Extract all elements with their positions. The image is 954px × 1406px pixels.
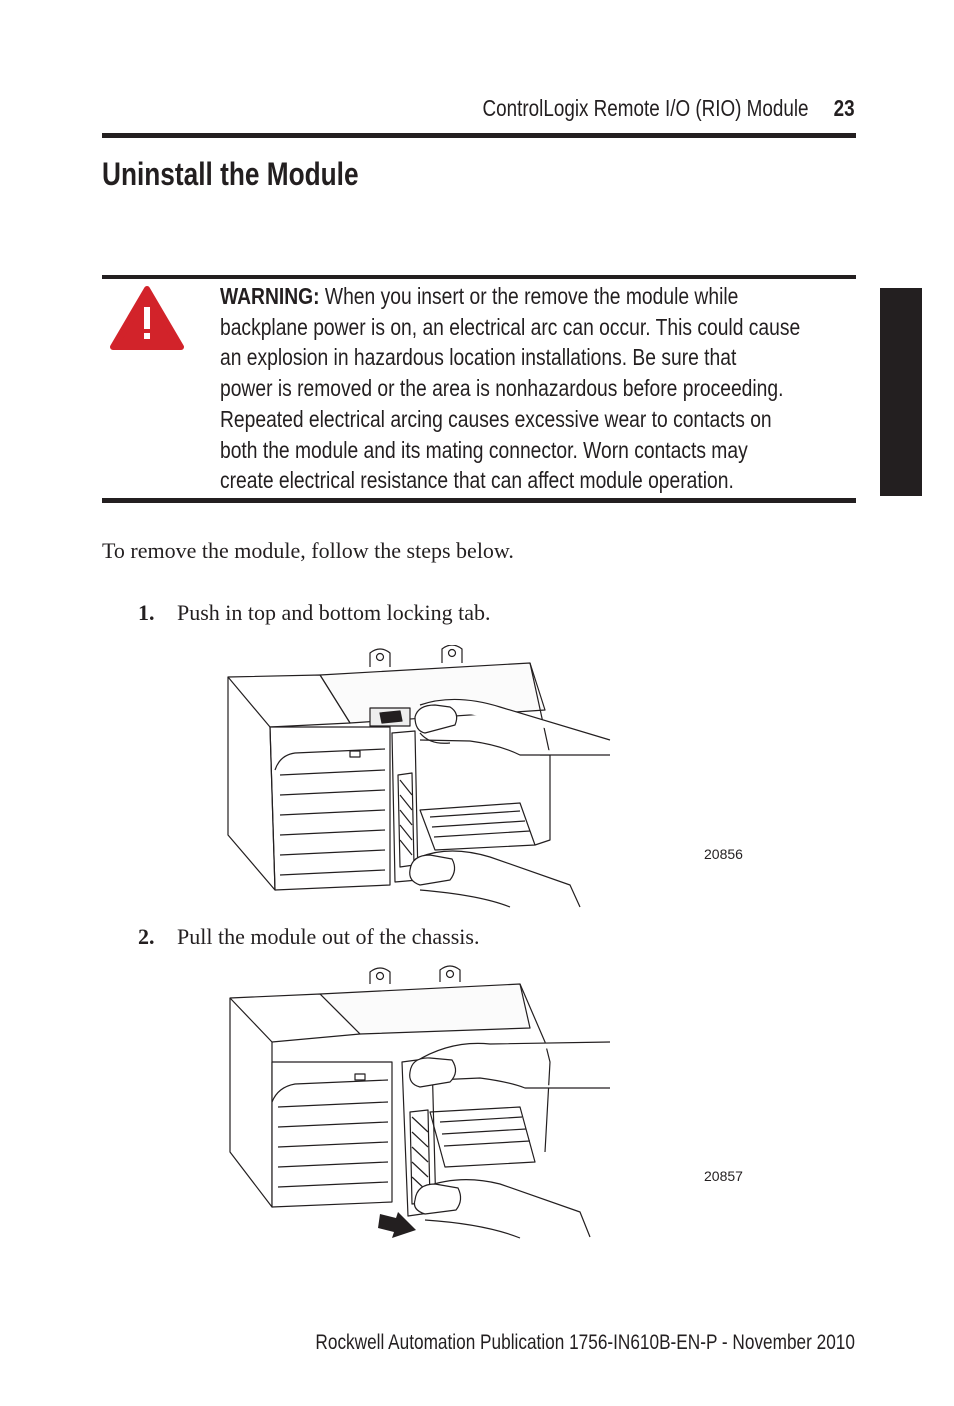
warning-top-rule xyxy=(102,275,856,279)
figure-pull-module-out xyxy=(220,962,620,1240)
figure-1-id: 20856 xyxy=(704,846,743,862)
figure-push-locking-tabs xyxy=(220,645,620,910)
warning-triangle-icon xyxy=(110,285,184,351)
warning-line-3: an explosion in hazardous location installations. Be sure that xyxy=(220,344,737,371)
step-1-number: 1. xyxy=(138,600,155,625)
page-number: 23 xyxy=(834,95,855,121)
warning-line-1: When you insert or the remove the module while xyxy=(319,283,739,309)
step-2-number: 2. xyxy=(138,924,155,949)
chapter-thumb-tab xyxy=(880,288,922,496)
step-2-text: Pull the module out of the chassis. xyxy=(177,924,480,949)
running-header-title: ControlLogix Remote I/O (RIO) Module xyxy=(483,95,809,121)
intro-paragraph: To remove the module, follow the steps below. xyxy=(102,538,514,563)
step-1-text: Push in top and bottom locking tab. xyxy=(177,600,491,625)
figure-2-id: 20857 xyxy=(704,1168,743,1184)
warning-text xyxy=(220,281,954,496)
warning-line-2: backplane power is on, an electrical arc can occur. This could cause xyxy=(220,313,801,340)
footer-publication-info: Rockwell Automation Publication 1756-IN610B-EN-P - November 2010 xyxy=(315,1331,855,1354)
warning-line-6: both the module and its mating connector. Worn contacts may xyxy=(220,436,748,463)
section-title: Uninstall the Module xyxy=(102,156,359,192)
warning-line-7: create electrical resistance that can affect module operation. xyxy=(220,467,734,494)
warning-line-4: power is removed or the area is nonhazardous before proceeding. xyxy=(220,375,784,402)
warning-label: WARNING: xyxy=(220,283,320,309)
header-rule xyxy=(102,133,856,138)
warning-line-5: Repeated electrical arcing causes excessive wear to contacts on xyxy=(220,405,772,432)
warning-bottom-rule xyxy=(102,498,856,503)
